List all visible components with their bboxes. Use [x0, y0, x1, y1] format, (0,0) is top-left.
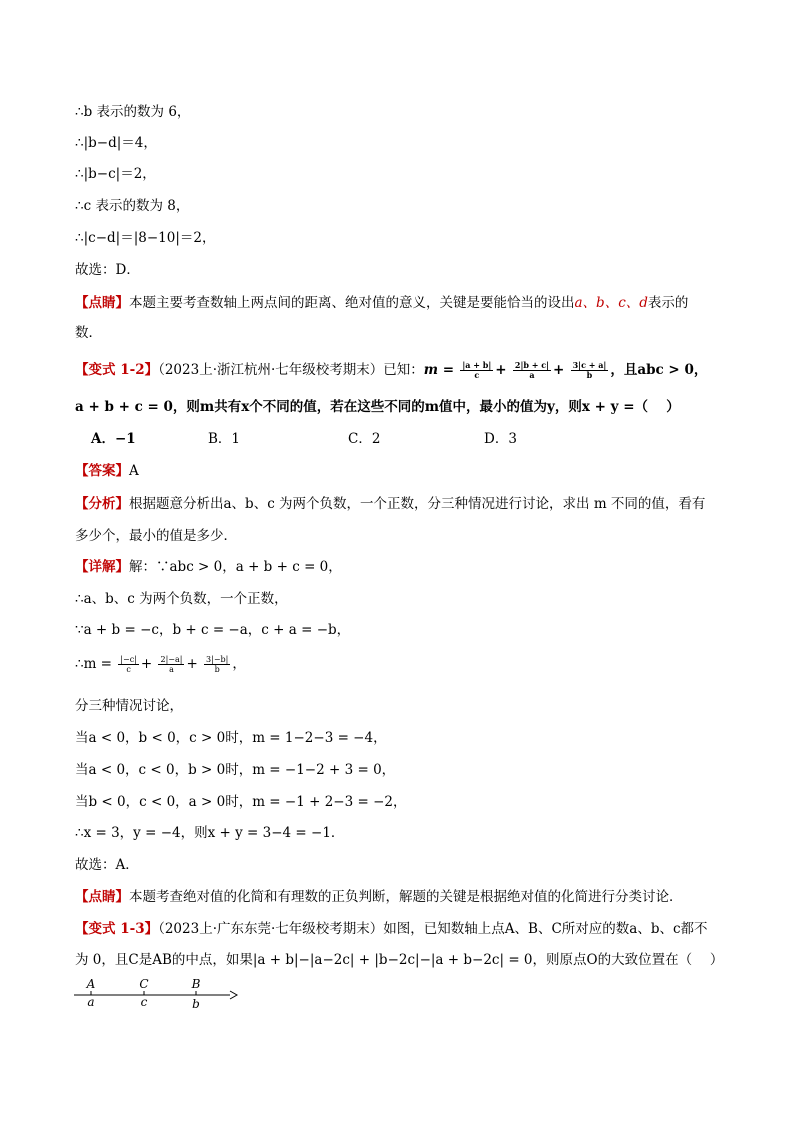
point-label-b: B — [191, 977, 201, 991]
text-line: ∴b 表示的数为 6， — [75, 104, 191, 120]
detail-line: 当b < 0，c < 0，a > 0时，m = −1 + 2−3 = −2， — [75, 794, 407, 810]
detail-line — [75, 558, 342, 576]
analysis-line-2: 多少个，最小的值是多少． — [75, 528, 237, 544]
value-label-b: b — [192, 997, 200, 1011]
question-line-2: 为 0，且C是AB的中点，如果|a + b|−|a−2c| + |b−2c|−|a + b−2c| = 0，则原点O的大致位置在（ ） — [75, 952, 724, 968]
note-tag: 【点睛】 — [75, 295, 129, 311]
fraction: $\frac{3|c + a|}{b}$ — [572, 360, 607, 380]
note-text: 本题主要考查数轴上两点间的距离、绝对值的意义，关键是要能恰当的设出 — [129, 295, 575, 311]
detail-tag: 【详解】 — [75, 559, 129, 575]
value-label-c: c — [140, 995, 148, 1009]
number-line-figure — [70, 974, 245, 1014]
analysis-tag: 【分析】 — [75, 496, 129, 512]
text-line: ∴c 表示的数为 8， — [75, 198, 190, 214]
detail-line: ∴x = 3，y = −4，则x + y = 3−4 = −1． — [75, 825, 345, 841]
note-text: 表示的 — [647, 295, 689, 311]
point-label-c: C — [139, 977, 149, 991]
detail-line: 当a < 0，c < 0，b > 0时，m = −1−2 + 3 = 0， — [75, 762, 396, 778]
fraction: $\frac{3|-b|}{b}$ — [206, 655, 229, 674]
fraction: $\frac{2|-a|}{a}$ — [160, 655, 183, 674]
note-block — [75, 294, 688, 312]
arrow-head-icon — [230, 991, 237, 999]
detail-line: 当a < 0，b < 0，c > 0时，m = 1−2−3 = −4， — [75, 730, 387, 746]
question-line-2: a + b + c = 0，则m共有x个不同的值，若在这些不同的m值中，最小的值为y，则x + y =（ ） — [75, 399, 680, 415]
question-text: （2023上·广东东莞·七年级校考期末）如图，已知数轴上点A、B、C所对应的数a、b、c都不 — [158, 921, 708, 937]
condition: ，且abc > 0， — [610, 362, 708, 378]
note-vars: a、b、c、d — [574, 295, 648, 311]
text-line: 故选：D． — [75, 262, 140, 278]
note-text: 本题考查绝对值的化简和有理数的正负判断，解题的关键是根据绝对值的化简进行分类讨论． — [129, 889, 683, 905]
note-block-cont: 数． — [75, 325, 102, 341]
fraction: $\frac{|-c|}{c}$ — [120, 655, 137, 674]
point-label-a: A — [86, 977, 96, 991]
answer-line — [75, 462, 139, 480]
value-label-a: a — [87, 995, 95, 1009]
detail-formula: ∴m = $\frac{|-c|}{c}$ + $\frac{2|-a|}{a}$ + $\frac{3|-b|}{b}$ ， — [75, 655, 246, 674]
detail-line: 故选：A． — [75, 857, 139, 873]
choice-a: A．−1 — [91, 431, 136, 447]
note-tag: 【点睛】 — [75, 889, 129, 905]
answer-tag: 【答案】 — [75, 463, 129, 479]
detail-line: 分三种情况讨论， — [75, 698, 183, 714]
text-line: ∴|b−c|＝2， — [75, 166, 156, 182]
choice-d: D．3 — [484, 431, 517, 447]
detail-line: ∴a、b、c 为两个负数，一个正数， — [75, 591, 288, 607]
question-tag: 【变式 1-3】 — [75, 921, 159, 937]
question-line — [75, 920, 708, 938]
choice-b: B．1 — [208, 431, 241, 447]
text-line: ∴|b−d|＝4， — [75, 135, 157, 151]
formula-m: m = — [423, 362, 455, 378]
choice-c: C．2 — [348, 431, 381, 447]
detail-text: 解：∵abc > 0，a + b + c = 0， — [129, 559, 342, 575]
question-line: 【变式 1-2】（2023上·浙江杭州·七年级校考期末）已知：m = $\frac{|a + b|}{c}$ + $\frac{2|b + c|}{a}$ + $\frac{3|c + a|}{b}$ ，且abc > 0， — [75, 360, 708, 380]
analysis-text: 根据题意分析出a、b、c 为两个负数，一个正数，分三种情况进行讨论，求出 m 不同的值，看有 — [129, 496, 706, 512]
fraction: $\frac{|a + b|}{c}$ — [462, 360, 492, 380]
question-source: （2023上·浙江杭州·七年级校考期末）已知： — [158, 362, 424, 378]
fraction: $\frac{2|b + c|}{a}$ — [514, 360, 549, 380]
text-line: ∴|c−d|＝|8−10|＝2， — [75, 230, 216, 246]
note-block — [75, 888, 683, 906]
question-tag: 【变式 1-2】 — [75, 362, 159, 378]
analysis-line — [75, 495, 705, 513]
detail-line: ∵a + b = −c，b + c = −a，c + a = −b， — [75, 622, 351, 638]
answer-value: A — [129, 463, 139, 479]
